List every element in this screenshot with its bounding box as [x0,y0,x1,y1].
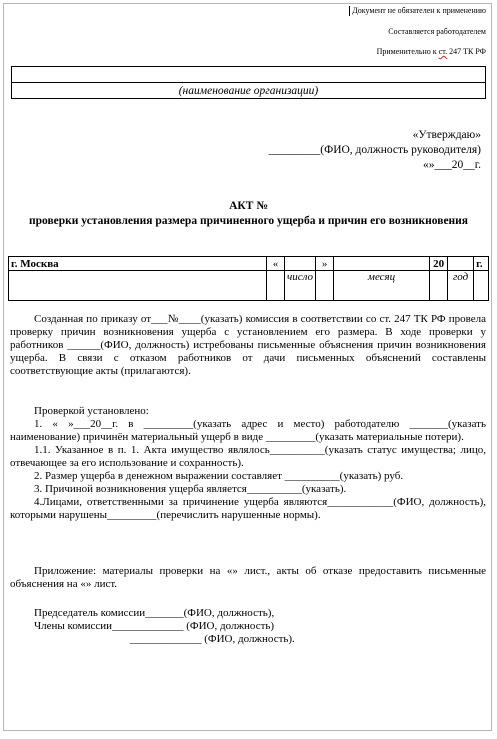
signatures-block [10,607,486,646]
intro-text: Созданная по приказу от___№____(указать) комиссия в соответствии со ст. 247 ТК РФ провела проверку причин возникновения ущерба с установлением его размера. В ходе проверки у работников ______(ФИО, должность) истребованы письменные объяснения причин возникновения ущерба. В связи с отказом работников от дачи письменных объяснений составлены соответствующие акты (прилагаются). [10,313,486,377]
finding-item-3: 3. Причиной возникновения ущерба является__________(указать). [34,483,347,495]
header-article-suffix: 247 ТК РФ [447,47,486,56]
empty-cell [267,271,285,301]
year-field[interactable] [448,257,474,271]
findings-heading: Проверкой установлено: [34,405,149,417]
approval-title: «Утверждаю» [412,129,481,141]
finding-item-1-1: 1.1. Указанное в п. 1. Акта имущество являлось__________(указать статус имущества; лицо, отвечающее за его использование и сохранность). [10,444,486,469]
month-field[interactable] [334,257,430,271]
chair-signature: Председатель комиссии_______(ФИО, должность), [34,607,275,619]
organization-table [11,66,486,99]
header-note-employer: Составляется работодателем [388,27,486,36]
day-field[interactable] [285,257,316,271]
organization-caption: (наименование организации) [12,83,486,99]
quote-open: « [267,257,285,271]
day-label: число [285,271,316,301]
year-suffix: г. [474,257,489,271]
organization-name-field[interactable] [12,67,486,83]
members-signature-1: Члены комиссии_____________ (ФИО, должность) [34,620,275,632]
month-label: месяц [334,271,430,301]
approval-block [269,128,481,173]
appendix-text: Приложение: материалы проверки на «» лист., акты об отказе предоставить письменные объяснения на «» лист. [10,565,486,590]
empty-cell [474,271,489,301]
header-article-prefix: Применительно к [376,47,439,56]
header-article-abbr: ст. [438,47,448,56]
finding-item-1: 1. « »___20__г. в _________(указать адрес и место) работодателю _______(указать наименование) причинён материальный ущерб в виде _________(указать материальные потери). [10,418,486,443]
finding-item-2: 2. Размер ущерба в денежном выражении составляет __________(указать) руб. [34,470,404,482]
header-note-article [377,47,486,57]
appendix-paragraph [10,565,486,591]
year-label: год [448,271,474,301]
findings-section [10,405,486,522]
members-signature-2: _____________ (ФИО, должность). [130,633,295,645]
approval-date: «»___20__г. [422,159,481,171]
header-note-optional: Документ не обязателен к применению [349,6,486,16]
empty-cell [430,271,448,301]
empty-cell [9,271,267,301]
finding-item-4: 4.Лицами, ответственными за причинение ущерба являются____________(ФИО, должность), которыми нарушены_________(перечислить нарушенные нормы). [10,496,486,521]
act-title: АКТ № [229,200,268,212]
year-prefix: 20 [430,257,448,271]
empty-cell [316,271,334,301]
document-page [3,3,492,731]
quote-close: » [316,257,334,271]
intro-paragraph [10,313,486,378]
approval-signer: _________(ФИО, должность руководителя) [268,144,481,156]
city-cell: г. Москва [9,257,267,271]
act-subtitle: проверки установления размера причиненного ущерба и причин его возникновения [28,215,469,227]
place-date-table [8,256,489,301]
